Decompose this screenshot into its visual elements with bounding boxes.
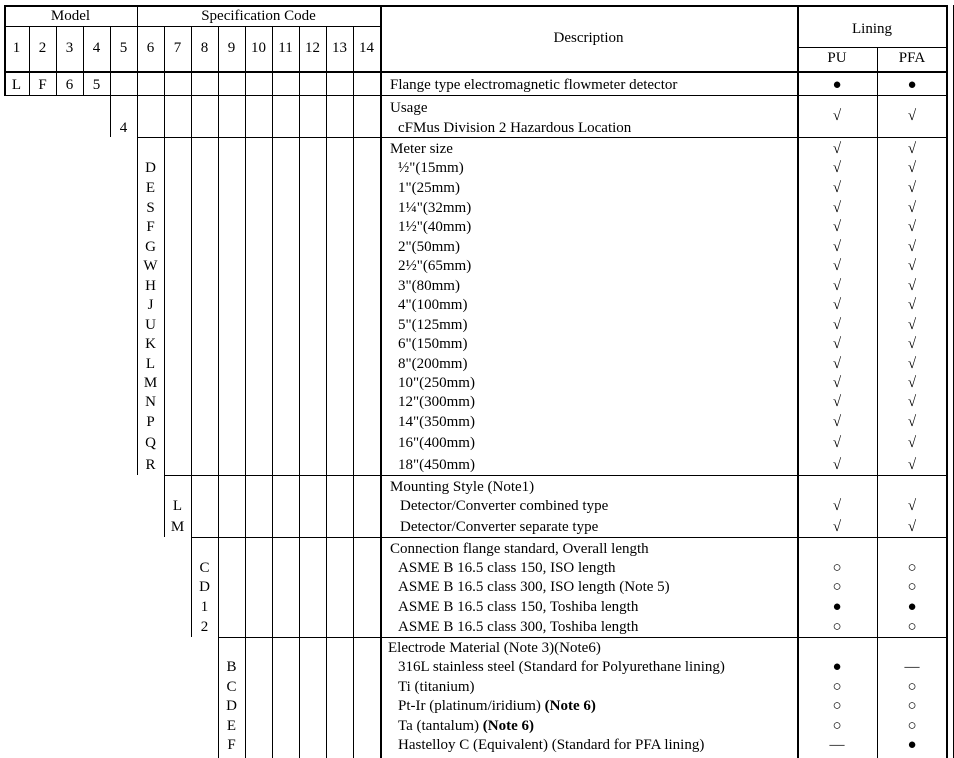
table-rule: [4, 5, 137, 7]
code-letter: G: [145, 239, 156, 255]
table-rule: [110, 26, 111, 95]
pu-mark: √: [832, 160, 842, 176]
row-description: 2½"(65mm): [398, 258, 472, 274]
code-letter: P: [146, 414, 155, 430]
pu-mark: ○: [832, 698, 842, 714]
pu-mark: ○: [832, 560, 842, 576]
usage-code: 4: [119, 120, 128, 136]
code-letter: C: [199, 560, 210, 576]
code-letter: B: [226, 659, 237, 675]
usage-title: Usage: [390, 100, 428, 116]
pu-mark: √: [832, 297, 842, 313]
pfa-mark: √: [907, 200, 917, 216]
pu-mark: √: [832, 239, 842, 255]
table-rule: [83, 26, 84, 95]
pu-mark: √: [832, 414, 842, 430]
pu-mark: ●: [832, 659, 842, 675]
code-letter: M: [170, 519, 185, 535]
pfa-mark: ○: [907, 560, 917, 576]
table-rule: [110, 95, 111, 137]
pfa-mark: √: [907, 278, 917, 294]
table-rule: [353, 26, 354, 95]
pfa-mark: √: [907, 297, 917, 313]
pfa-mark: √: [907, 219, 917, 235]
pu-mark: √: [832, 258, 842, 274]
pu-mark: ○: [832, 579, 842, 595]
code-letter: F: [146, 219, 155, 235]
code-letter: W: [143, 258, 158, 274]
row-note: (Note 6): [482, 718, 534, 734]
pfa-mark: ○: [907, 619, 917, 635]
table-rule: [946, 5, 948, 758]
table-rule: [137, 5, 380, 7]
pu-mark: √: [832, 317, 842, 333]
column-number: 3: [65, 40, 74, 56]
pu-mark: √: [832, 108, 842, 124]
pu-mark: √: [832, 356, 842, 372]
pfa-mark: —: [904, 659, 920, 675]
code-letter: 2: [200, 619, 209, 635]
code-letter: H: [145, 278, 156, 294]
column-number: 4: [92, 40, 101, 56]
column-number: 7: [173, 40, 182, 56]
code-letter: M: [143, 375, 158, 391]
pu-mark: ○: [832, 679, 842, 695]
pu-mark: √: [832, 457, 842, 473]
row-description-wrap: [398, 717, 534, 735]
model-code: F: [38, 77, 47, 93]
spec-code-header: Specification Code: [201, 8, 316, 24]
pfa-mark: √: [907, 108, 917, 124]
pu-mark: √: [832, 498, 842, 514]
model-header: Model: [50, 8, 91, 24]
table-rule: [353, 95, 354, 758]
table-rule: [56, 26, 57, 95]
pfa-mark: ○: [907, 579, 917, 595]
row-description: 1"(25mm): [398, 180, 460, 196]
table-rule: [29, 26, 30, 95]
row-description: Pt-Ir (platinum/iridium): [398, 698, 545, 714]
column-number: 13: [332, 40, 347, 56]
table-rule: [245, 26, 246, 95]
table-rule: [380, 5, 948, 7]
model-description: Flange type electromagnetic flowmeter detector: [390, 77, 678, 93]
lining-header: Lining: [852, 21, 892, 37]
code-letter: D: [226, 698, 237, 714]
column-number: 9: [227, 40, 236, 56]
row-description: 12"(300mm): [398, 394, 475, 410]
description-header: Description: [553, 30, 624, 46]
code-letter: R: [145, 457, 156, 473]
pfa-header: PFA: [898, 50, 926, 66]
model-code: 6: [65, 77, 74, 93]
table-rule: [191, 26, 192, 95]
row-description: ASME B 16.5 class 150, ISO length: [398, 560, 616, 576]
table-rule: [272, 95, 273, 758]
code-letter: D: [145, 160, 156, 176]
code-letter: Q: [145, 435, 156, 451]
pu-mark: √: [832, 219, 842, 235]
table-rule: [797, 5, 799, 758]
code-letter: J: [147, 297, 154, 313]
code-letter: E: [145, 180, 156, 196]
table-rule: [380, 5, 382, 758]
row-description-wrap: [398, 697, 596, 715]
pu-mark: ●: [832, 599, 842, 615]
pfa-mark: √: [907, 498, 917, 514]
model-code: L: [11, 77, 22, 93]
row-description: 10"(250mm): [398, 375, 475, 391]
pfa-mark: √: [907, 258, 917, 274]
row-description: Detector/Converter combined type: [400, 498, 609, 514]
pfa-mark: √: [907, 375, 917, 391]
row-description: 16"(400mm): [398, 435, 475, 451]
pfa-mark: √: [907, 160, 917, 176]
table-rule: [164, 26, 165, 95]
pfa-mark: √: [907, 457, 917, 473]
row-description: ½"(15mm): [398, 160, 464, 176]
table-rule: [164, 475, 948, 476]
pu-mark: ○: [832, 718, 842, 734]
table-rule: [137, 137, 948, 138]
table-rule: [164, 95, 165, 537]
code-letter: N: [145, 394, 156, 410]
row-note: (Note 6): [544, 698, 596, 714]
pu-mark: ○: [832, 619, 842, 635]
row-description: 2"(50mm): [398, 239, 460, 255]
table-rule: [4, 5, 6, 96]
row-description: 1½"(40mm): [398, 219, 472, 235]
code-letter: E: [226, 718, 237, 734]
table-rule: [299, 26, 300, 95]
row-description: 3"(80mm): [398, 278, 460, 294]
pu-mark: √: [832, 141, 842, 157]
table-rule: [191, 537, 948, 538]
table-rule: [218, 637, 948, 638]
row-description: 5"(125mm): [398, 317, 468, 333]
table-rule: [326, 95, 327, 758]
row-description: Hastelloy C (Equivalent) (Standard for PFA lining): [398, 737, 705, 753]
pfa-mark: √: [907, 519, 917, 535]
pfa-mark: ○: [907, 718, 917, 734]
row-description: ASME B 16.5 class 300, Toshiba length: [398, 619, 639, 635]
pfa-mark: √: [907, 180, 917, 196]
column-number: 6: [146, 40, 155, 56]
pu-mark: √: [832, 435, 842, 451]
pu-header: PU: [827, 50, 847, 66]
pfa-mark: √: [907, 435, 917, 451]
code-letter: K: [145, 336, 156, 352]
usage-description: cFMus Division 2 Hazardous Location: [398, 120, 632, 136]
table-rule: [137, 95, 138, 475]
code-letter: C: [226, 679, 237, 695]
table-rule: [245, 95, 246, 758]
pu-mark: √: [832, 336, 842, 352]
pfa-mark: ●: [907, 599, 917, 615]
row-description: 1¼"(32mm): [398, 200, 472, 216]
row-description: 6"(150mm): [398, 336, 468, 352]
code-letter: S: [146, 200, 155, 216]
code-letter: L: [145, 356, 156, 372]
pfa-mark: √: [907, 141, 917, 157]
code-letter: U: [145, 317, 156, 333]
flange-title: Connection flange standard, Overall length: [390, 541, 649, 557]
table-rule: [299, 95, 300, 758]
table-rule: [4, 71, 948, 73]
code-letter: D: [199, 579, 210, 595]
pfa-mark: √: [907, 239, 917, 255]
table-rule: [191, 95, 192, 637]
row-description: 316L stainless steel (Standard for Polyurethane lining): [398, 659, 725, 675]
table-rule: [218, 95, 219, 758]
pfa-mark: √: [907, 317, 917, 333]
column-number: 5: [119, 40, 128, 56]
table-rule: [797, 47, 948, 48]
electrode-title: Electrode Material (Note 3)(Note6): [388, 640, 601, 656]
column-number: 14: [359, 40, 374, 56]
mounting-title: Mounting Style (Note1): [390, 479, 535, 495]
pfa-mark: √: [907, 336, 917, 352]
pu-mark: √: [832, 519, 842, 535]
row-description: 14"(350mm): [398, 414, 475, 430]
code-letter: L: [172, 498, 183, 514]
pfa-mark: √: [907, 356, 917, 372]
table-rule: [272, 26, 273, 95]
row-description: Detector/Converter separate type: [400, 519, 599, 535]
pu-mark: √: [832, 394, 842, 410]
table-rule: [137, 5, 138, 95]
pfa-mark: √: [907, 414, 917, 430]
code-letter: 1: [200, 599, 209, 615]
code-letter: F: [227, 737, 236, 753]
column-number: 10: [251, 40, 266, 56]
row-description: Ta (tantalum): [398, 718, 483, 734]
table-rule: [380, 95, 948, 96]
pfa-mark: ○: [907, 698, 917, 714]
pfa-mark: √: [907, 394, 917, 410]
column-number: 1: [12, 40, 21, 56]
row-description: 4"(100mm): [398, 297, 468, 313]
meter-size-title: Meter size: [390, 141, 453, 157]
row-description: ASME B 16.5 class 300, ISO length (Note 5): [398, 579, 670, 595]
pu-mark: √: [832, 180, 842, 196]
row-description: 8"(200mm): [398, 356, 468, 372]
row-description: 18"(450mm): [398, 457, 475, 473]
pfa-mark: ○: [907, 679, 917, 695]
pfa-mark: ●: [907, 77, 917, 93]
table-rule: [4, 95, 110, 96]
pu-mark: √: [832, 278, 842, 294]
pu-mark: √: [832, 375, 842, 391]
pu-mark: ●: [832, 77, 842, 93]
row-description: Ti (titanium): [398, 679, 475, 695]
pu-mark: —: [829, 737, 845, 753]
pu-mark: √: [832, 200, 842, 216]
column-number: 12: [305, 40, 320, 56]
column-number: 11: [278, 40, 293, 56]
column-number: 8: [200, 40, 209, 56]
pfa-mark: ●: [907, 737, 917, 753]
model-code: 5: [92, 77, 101, 93]
table-rule: [877, 47, 878, 758]
table-rule: [4, 26, 380, 27]
table-rule: [326, 26, 327, 95]
row-description: ASME B 16.5 class 150, Toshiba length: [398, 599, 639, 615]
column-number: 2: [38, 40, 47, 56]
table-rule: [218, 26, 219, 95]
